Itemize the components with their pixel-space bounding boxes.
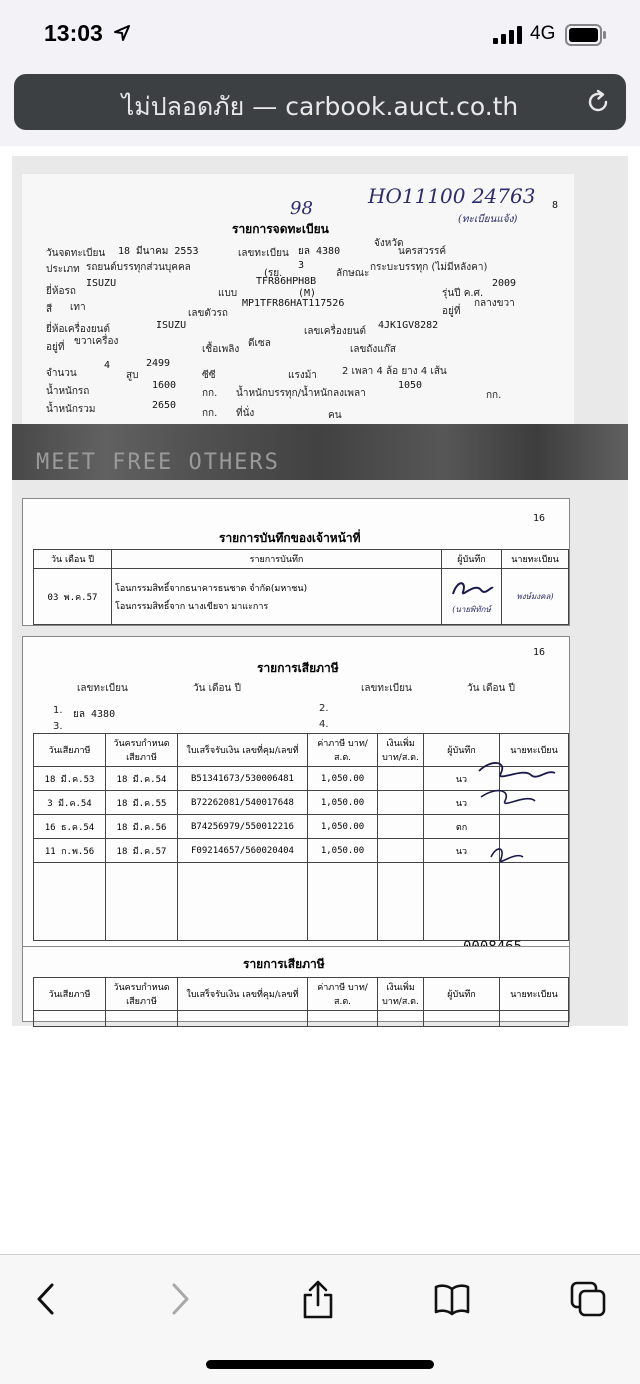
engine-brand: ISUZU bbox=[156, 320, 187, 331]
forward-button[interactable] bbox=[158, 1277, 202, 1321]
body-style: กระบะบรรทุก (ไม่มีหลังคา) bbox=[370, 262, 488, 273]
vehicle-type: รถยนต์บรรทุกส่วนบุคคล bbox=[86, 262, 191, 273]
tax-paid-date: 3 มี.ค.54 bbox=[34, 791, 106, 815]
chassis-location: กลางขวา bbox=[474, 298, 515, 309]
registration-section bbox=[22, 174, 574, 426]
page-number: 8 bbox=[552, 200, 559, 211]
surcharge-cell bbox=[378, 815, 424, 839]
tax-due-date: 18 มี.ค.57 bbox=[106, 839, 178, 863]
total-weight: 2650 bbox=[152, 400, 177, 411]
share-button[interactable] bbox=[296, 1277, 340, 1321]
column-header: วัน เดือน ปี bbox=[34, 550, 112, 569]
officer-notes-section bbox=[22, 498, 570, 626]
hand-code: HO11100 24763 bbox=[368, 184, 536, 208]
field-label: ยี่ห้อเครื่องยนต์ bbox=[46, 324, 111, 335]
back-button[interactable] bbox=[24, 1277, 68, 1321]
engine-number: 4JK1GV8282 bbox=[378, 320, 439, 331]
field-label: ประเภท bbox=[46, 264, 80, 275]
tabs-icon[interactable] bbox=[569, 1280, 607, 1318]
field-label: (รย. bbox=[264, 268, 283, 279]
province: นครสวรรค์ bbox=[398, 246, 447, 257]
model-suffix: (M) bbox=[298, 288, 317, 299]
fuel-type: ดีเซล bbox=[248, 338, 271, 349]
document-image bbox=[12, 156, 628, 1026]
engine-cc: 2499 bbox=[146, 358, 171, 369]
field-label: คน bbox=[328, 410, 342, 421]
column-header: ผู้บันทึก bbox=[424, 978, 500, 1011]
hand-note: (ทะเบียนแจ้ง) bbox=[458, 214, 518, 225]
axle-info: 2 เพลา 4 ล้อ ยาง 4 เส้น bbox=[342, 366, 447, 377]
load-weight: 1050 bbox=[398, 380, 423, 391]
address-bar[interactable] bbox=[14, 74, 626, 130]
bookmarks-icon[interactable] bbox=[433, 1282, 471, 1316]
column-header: วันเสียภาษี bbox=[34, 978, 106, 1011]
field-label: เลขทะเบียน bbox=[238, 248, 289, 259]
recorder: ตก bbox=[424, 815, 500, 839]
column-header: ใบเสร็จรับเงิน เลขที่คุม/เลขที่ bbox=[178, 734, 308, 767]
page-number: 16 bbox=[533, 647, 546, 658]
tax-amount: 1,050.00 bbox=[308, 839, 378, 863]
signal-icon bbox=[493, 26, 523, 48]
field-label: เชื้อเพลิง bbox=[202, 344, 240, 355]
column-header: ค่าภาษี บาท/ส.ต. bbox=[308, 978, 378, 1011]
field-label: อยู่ที่ bbox=[46, 342, 65, 353]
column-header: วันครบกำหนด เสียภาษี bbox=[106, 978, 178, 1011]
chassis-number: MP1TFR86HAT117526 bbox=[242, 298, 345, 309]
tax-due-date: 18 มี.ค.54 bbox=[106, 767, 178, 791]
hand-number: 98 bbox=[290, 198, 313, 219]
column-header: ค่าภาษี บาท/ส.ต. bbox=[308, 734, 378, 767]
note-line: โอนกรรมสิทธิ์จาก นางเขียจา มาแะการ bbox=[115, 601, 269, 612]
field-label: แบบ bbox=[218, 288, 238, 299]
cylinders: 4 bbox=[104, 360, 111, 371]
recorder: นว bbox=[424, 839, 500, 863]
field-label: เลขตัวรถ bbox=[188, 308, 228, 319]
home-indicator bbox=[206, 1360, 434, 1369]
table-header-row bbox=[34, 978, 569, 1011]
signature-icon bbox=[471, 757, 561, 877]
battery-icon bbox=[565, 24, 607, 50]
page-content bbox=[0, 146, 640, 1254]
receipt-number: F09214657/560020404 bbox=[178, 839, 308, 863]
note-line: โอนกรรมสิทธิ์จากธนาคารธนชาต จำกัด(มหาชน) bbox=[115, 583, 308, 594]
officer-notes-table bbox=[33, 549, 569, 625]
receipt-number: B51341673/530006481 bbox=[178, 767, 308, 791]
field-label: น้ำหนักรถ bbox=[46, 386, 90, 397]
page-number: 16 bbox=[533, 513, 546, 524]
field-label: จังหวัด bbox=[374, 238, 404, 249]
tax-paid-date: 11 ก.พ.56 bbox=[34, 839, 106, 863]
section-title: รายการเสียภาษี bbox=[257, 661, 339, 675]
field-label: จำนวน bbox=[46, 368, 77, 379]
status-time: 13:03 bbox=[44, 20, 103, 46]
field-label: เลขเครื่องยนต์ bbox=[304, 326, 366, 337]
column-label: วัน เดือน ปี bbox=[193, 683, 241, 694]
plate-number: ยล 4380 bbox=[298, 246, 341, 257]
field-label: ที่นั่ง bbox=[236, 408, 255, 419]
table-row bbox=[34, 569, 569, 625]
tax-amount: 1,050.00 bbox=[308, 791, 378, 815]
status-bar bbox=[0, 0, 640, 70]
list-number: 1. bbox=[53, 705, 63, 716]
model: TFR86HPH8B bbox=[256, 276, 317, 287]
tax-paid-date: 18 มี.ค.53 bbox=[34, 767, 106, 791]
plate-number: ยล 4380 bbox=[73, 709, 116, 720]
column-header: นายทะเบียน bbox=[500, 734, 569, 767]
signer-name: (นายพิทักษ์ bbox=[452, 604, 491, 614]
column-header: เงินเพิ่ม บาท/ส.ต. bbox=[378, 978, 424, 1011]
section-title: รายการเสียภาษี bbox=[243, 957, 325, 971]
receipt-number: B74256979/550012216 bbox=[178, 815, 308, 839]
registrar-name: พงษ์มงคล) bbox=[502, 569, 569, 625]
surcharge-cell bbox=[378, 767, 424, 791]
engine-location: ขวาเครื่อง bbox=[74, 336, 119, 347]
forward-icon[interactable] bbox=[168, 1282, 192, 1316]
reg-date: 18 มีนาคม 2553 bbox=[118, 246, 199, 257]
reload-icon[interactable] bbox=[584, 88, 612, 120]
location-arrow-icon bbox=[114, 25, 130, 45]
column-label: เลขทะเบียน bbox=[361, 683, 412, 694]
field-label: สูบ bbox=[126, 370, 139, 381]
column-label: เลขทะเบียน bbox=[77, 683, 128, 694]
field-label: ลักษณะ bbox=[336, 268, 370, 279]
column-header: รายการบันทึก bbox=[112, 550, 442, 569]
bookmarks-button[interactable] bbox=[430, 1277, 474, 1321]
tax-amount: 1,050.00 bbox=[308, 767, 378, 791]
receipt-number: B72262081/540017648 bbox=[178, 791, 308, 815]
surcharge-cell bbox=[378, 791, 424, 815]
table-header-row bbox=[34, 550, 569, 569]
smudged-text: MEET FREE OTHERS bbox=[36, 450, 280, 475]
field-label: เลขถังแก๊ส bbox=[350, 344, 396, 355]
surcharge-cell bbox=[378, 839, 424, 863]
table-row bbox=[34, 1011, 569, 1027]
section-title: รายการบันทึกของเจ้าหน้าที่ bbox=[219, 531, 361, 545]
column-header: นายทะเบียน bbox=[502, 550, 569, 569]
tax-table-blank bbox=[33, 977, 569, 1027]
field-label: กก. bbox=[486, 390, 502, 401]
column-header: นายทะเบียน bbox=[500, 978, 569, 1011]
field-label: รุ่นปี ค.ศ. bbox=[442, 288, 484, 299]
tax-due-date: 18 มี.ค.55 bbox=[106, 791, 178, 815]
tax-record-section-2 bbox=[22, 946, 570, 1022]
recorder: นว bbox=[424, 767, 500, 791]
note-date: 03 พ.ค.57 bbox=[34, 569, 112, 625]
field-label: กก. bbox=[202, 388, 218, 399]
column-header: วันเสียภาษี bbox=[34, 734, 106, 767]
network-type: 4G bbox=[530, 23, 556, 44]
column-header: ผู้บันทึก bbox=[424, 734, 500, 767]
field-label: แรงม้า bbox=[288, 370, 317, 381]
column-header: วันครบกำหนด เสียภาษี bbox=[106, 734, 178, 767]
address-text[interactable]: ไม่ปลอดภัย — carbook.auct.co.th bbox=[121, 92, 519, 121]
section-title: รายการจดทะเบียน bbox=[232, 222, 329, 236]
column-label: วัน เดือน ปี bbox=[467, 683, 515, 694]
tax-amount: 1,050.00 bbox=[308, 815, 378, 839]
model-year: 2009 bbox=[492, 278, 517, 289]
vehicle-weight: 1600 bbox=[152, 380, 177, 391]
field-label: กก. bbox=[202, 408, 218, 419]
field-label: ยี่ห้อรถ bbox=[46, 286, 76, 297]
column-header: เงินเพิ่ม บาท/ส.ต. bbox=[378, 734, 424, 767]
field-label: สี bbox=[46, 304, 53, 315]
column-header: ผู้บันทึก bbox=[442, 550, 502, 569]
tax-record-section bbox=[22, 636, 570, 970]
vehicle-color: เทา bbox=[70, 302, 86, 313]
list-number: 3. bbox=[53, 721, 63, 732]
tax-paid-date: 16 ธ.ค.54 bbox=[34, 815, 106, 839]
field-label: ซีซี bbox=[202, 370, 216, 381]
field-label: น้ำหนักบรรทุก/น้ำหนักลงเพลา bbox=[236, 388, 366, 399]
back-icon[interactable] bbox=[34, 1282, 58, 1316]
signature-icon bbox=[447, 578, 497, 600]
list-number: 4. bbox=[319, 719, 329, 730]
share-icon[interactable] bbox=[300, 1279, 336, 1319]
tabs-button[interactable] bbox=[566, 1277, 610, 1321]
list-number: 2. bbox=[319, 703, 329, 714]
field-label: น้ำหนักรวม bbox=[46, 404, 96, 415]
rs-code: 3 bbox=[298, 260, 305, 271]
tax-due-date: 18 มี.ค.56 bbox=[106, 815, 178, 839]
recorder: นว bbox=[424, 791, 500, 815]
column-header: ใบเสร็จรับเงิน เลขที่คุม/เลขที่ bbox=[178, 978, 308, 1011]
brand: ISUZU bbox=[86, 278, 117, 289]
field-label: วันจดทะเบียน bbox=[46, 248, 106, 259]
field-label: อยู่ที่ bbox=[442, 306, 461, 317]
